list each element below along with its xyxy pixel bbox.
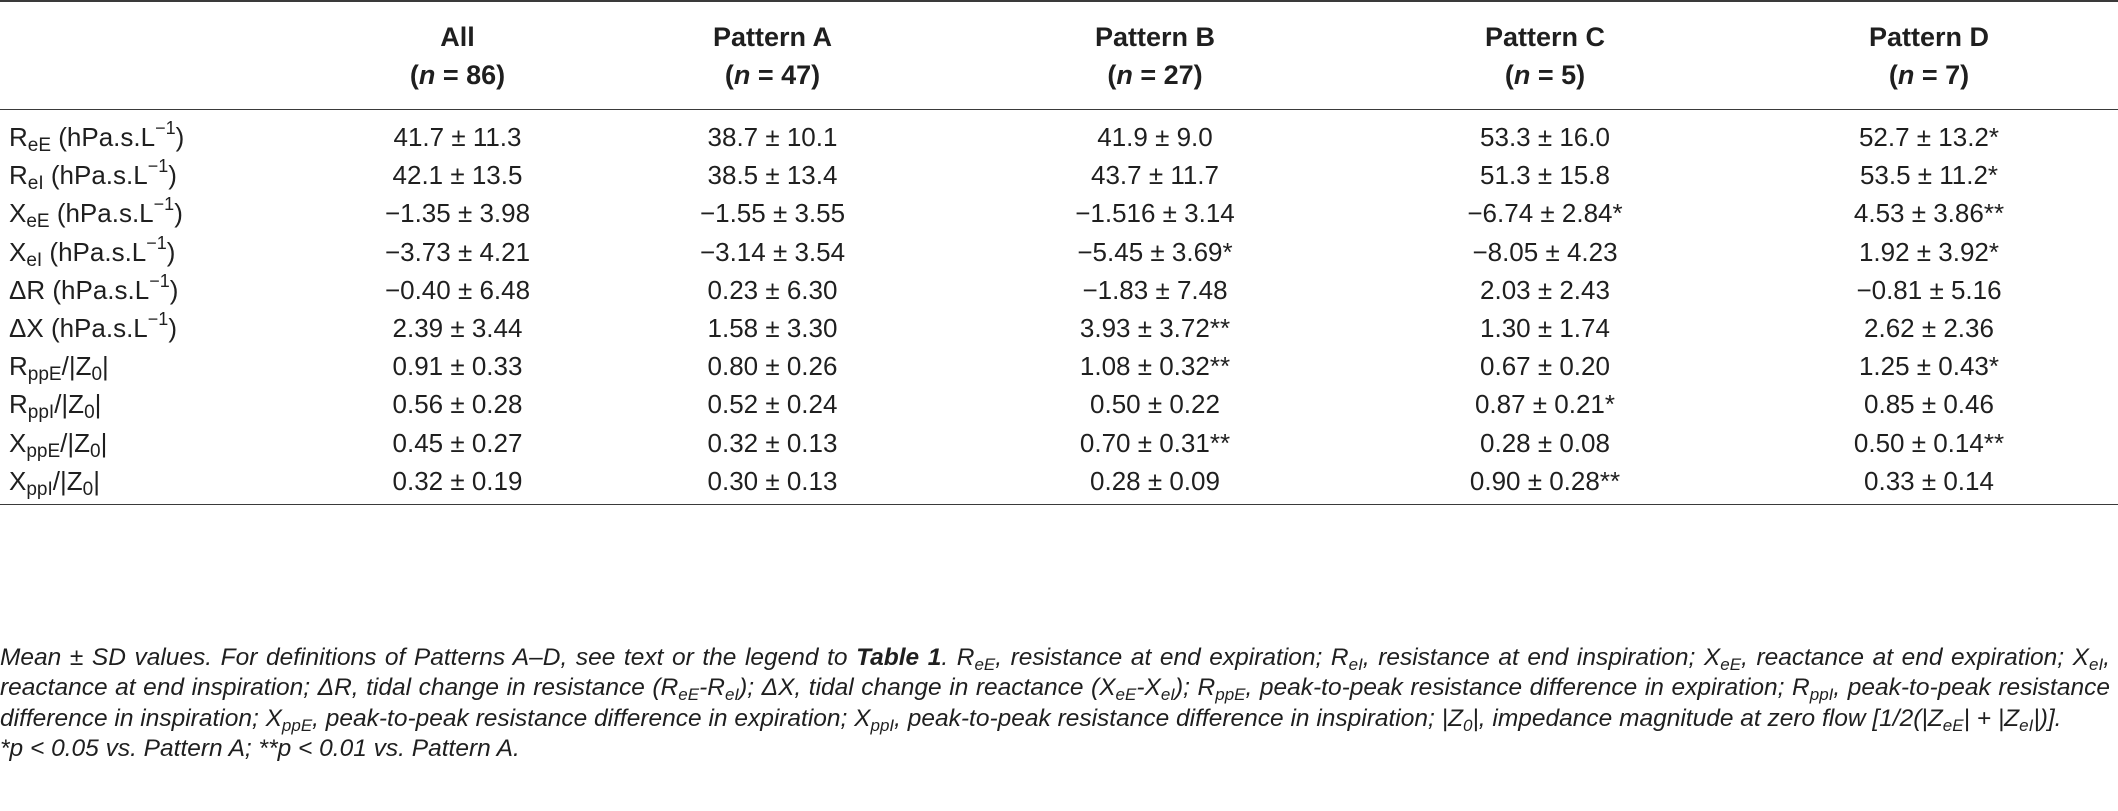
column-header-name: Pattern A: [712, 22, 833, 52]
table-cell: 0.91 ± 0.33: [392, 351, 523, 382]
table-cell: 38.5 ± 13.4: [707, 160, 838, 191]
table-cell: 53.5 ± 11.2*: [1859, 160, 1999, 191]
table-footnote: [0, 643, 2110, 764]
column-header-n: (n = 86): [409, 60, 506, 90]
table-cell: −1.516 ± 3.14: [1075, 198, 1235, 229]
footnote-significance: *p < 0.05 vs. Pattern A; **p < 0.01 vs. Pattern A.: [0, 734, 520, 762]
table-cell: 42.1 ± 13.5: [392, 160, 523, 191]
table-cell: 0.52 ± 0.24: [707, 389, 838, 420]
table-row: [0, 110, 2118, 157]
column-header-pattern-d: [1740, 2, 2118, 110]
column-header-name: All: [440, 22, 475, 52]
table-cell: 0.45 ± 0.27: [392, 427, 523, 458]
column-header-n: (n = 5): [1504, 60, 1586, 90]
table-cell: 2.62 ± 2.36: [1864, 313, 1994, 344]
table-cell: 0.80 ± 0.26: [707, 351, 838, 382]
column-header-n-value: 7: [1945, 60, 1961, 90]
table-cell: −6.74 ± 2.84*: [1467, 198, 1623, 229]
table-cell: 0.32 ± 0.13: [707, 427, 838, 458]
table-row: [0, 271, 2118, 309]
row-label: $X_{ppI}/|Z_0|$: [0, 462, 330, 505]
table-cell: −0.81 ± 5.16: [1856, 274, 2002, 305]
table-cell: −3.73 ± 4.21: [384, 236, 531, 267]
table-cell: 41.7 ± 11.3: [393, 122, 522, 153]
table-cell: −0.40 ± 6.48: [384, 274, 531, 305]
table-cell: 53.3 ± 16.0: [1480, 122, 1610, 153]
table-cell: 38.7 ± 10.1: [707, 122, 838, 153]
column-header-n: (n = 47): [724, 60, 821, 90]
table-cell: −8.05 ± 4.23: [1472, 236, 1618, 267]
column-header-name: Pattern C: [1484, 22, 1606, 52]
table-row: [0, 309, 2118, 347]
table-cell: 3.93 ± 3.72**: [1079, 313, 1231, 344]
table-cell: 0.85 ± 0.46: [1864, 389, 1994, 420]
table-row: [0, 347, 2118, 385]
table-cell: 41.9 ± 9.0: [1097, 122, 1213, 153]
column-header-pattern-c: [1350, 2, 1740, 110]
column-header-n-value: 5: [1561, 60, 1577, 90]
table-cell: 0.28 ± 0.09: [960, 462, 1350, 505]
column-header-n: (n = 27): [1107, 60, 1203, 90]
table-body: [0, 110, 2118, 505]
table-cell: 0.56 ± 0.28: [392, 389, 523, 420]
table-cell: 2.03 ± 2.43: [1480, 274, 1610, 305]
table-header: [0, 1, 2118, 110]
table-cell: 2.39 ± 3.44: [392, 313, 523, 344]
column-header-name: Pattern D: [1868, 22, 1990, 52]
table-cell: 1.58 ± 3.30: [707, 313, 838, 344]
table-row: [0, 194, 2118, 232]
table-cell: 0.70 ± 0.31**: [1079, 427, 1231, 458]
table-cell: 0.28 ± 0.08: [1480, 427, 1610, 458]
table-row: [0, 424, 2118, 462]
column-header-n-value: 47: [781, 60, 812, 90]
table-cell: 0.67 ± 0.20: [1480, 351, 1610, 382]
table-cell: −1.83 ± 7.48: [1082, 274, 1228, 305]
table-cell: 0.90 ± 0.28**: [1350, 462, 1740, 505]
column-header-name: Pattern B: [1094, 22, 1216, 52]
table-cell: −5.45 ± 3.69*: [1077, 236, 1233, 267]
row-label: $X_{eE}$ $(hPa.s.L^{-1})$: [9, 194, 183, 233]
table-cell: 4.53 ± 3.86**: [1853, 198, 2005, 229]
table-1-reference[interactable]: Table 1: [856, 644, 942, 671]
table-cell: −3.14 ± 3.54: [699, 236, 846, 267]
table-row: [0, 385, 2118, 423]
table-cell: 51.3 ± 15.8: [1480, 160, 1610, 191]
column-header-n-value: 86: [466, 60, 497, 90]
row-label: $X_{ppE}/|Z_0|$: [9, 427, 108, 462]
table-cell: 0.50 ± 0.22: [1090, 389, 1220, 420]
header-row-label-cell: [0, 2, 330, 110]
table-cell: 0.87 ± 0.21*: [1474, 389, 1616, 420]
table-cell: 1.25 ± 0.43*: [1858, 351, 2000, 382]
header-row: [0, 2, 2118, 110]
column-header-n-value: 27: [1163, 60, 1194, 90]
column-header-n: (n = 7): [1888, 60, 1970, 90]
table-cell: −1.55 ± 3.55: [699, 198, 846, 229]
table-cell: 0.23 ± 6.30: [707, 274, 838, 305]
table-cell: 1.08 ± 0.32**: [1079, 351, 1231, 382]
table-row: [0, 233, 2118, 271]
column-header-pattern-a: [585, 2, 960, 110]
table-cell: 43.7 ± 11.7: [1091, 160, 1219, 191]
table-row: [0, 156, 2118, 194]
column-header-all: [330, 2, 585, 110]
footnote-definitions: Mean ± SD values. For definitions of Patterns A–D, see text or the legend to Table 1. $R_{eE}$, resistance at end expiration; $R_{eI}$, resistance at end inspiration; $X_{eE}$, reactance at end expiration; $X_{eI}$, reactance at end inspiration; ΔR, tidal change in resistance $(R_{eE}-R_{eI})$; ΔX, tidal change in reactance $(X_{eE}-X_{eI})$; $R_{ppE}$, peak-to-peak resistance difference in expiration; $R_{ppI}$, peak-to-peak resistance difference in inspiration; $X_{ppE}$, peak-to-peak resistance difference in expiration; $X_{ppI}$, peak-to-peak resistance difference in inspiration; $|Z_0|$, impedance magnitude at zero flow $[1/2(|Z_{eE}| + |Z_{eI}|)]$.: [0, 644, 2111, 735]
row-label: $R_{ppI}/|Z_0|$: [9, 389, 102, 424]
table-cell: 0.33 ± 0.14: [1740, 462, 2118, 505]
table-cell: 52.7 ± 13.2*: [1858, 122, 2000, 153]
table-cell: 1.92 ± 3.92*: [1858, 236, 2000, 267]
row-label: $R_{ppE}/|Z_0|$: [9, 351, 109, 386]
table-cell: 0.32 ± 0.19: [330, 462, 585, 505]
row-label: ΔX $(hPa.s.L^{-1})$: [9, 309, 177, 344]
row-label: $R_{eI}$ $(hPa.s.L^{-1})$: [9, 156, 177, 195]
column-header-pattern-b: [960, 2, 1350, 110]
table-cell: −1.35 ± 3.98: [384, 198, 531, 229]
row-label: ΔR $(hPa.s.L^{-1})$: [9, 270, 179, 305]
row-label: $R_{eE}$ $(hPa.s.L^{-1})$: [9, 118, 185, 157]
table-cell: 0.50 ± 0.14**: [1853, 427, 2005, 458]
table-cell: 0.30 ± 0.13: [585, 462, 960, 505]
table-row: [0, 462, 2118, 505]
table-cell: 1.30 ± 1.74: [1480, 313, 1610, 344]
row-label: $X_{eI}$ $(hPa.s.L^{-1})$: [9, 232, 176, 271]
